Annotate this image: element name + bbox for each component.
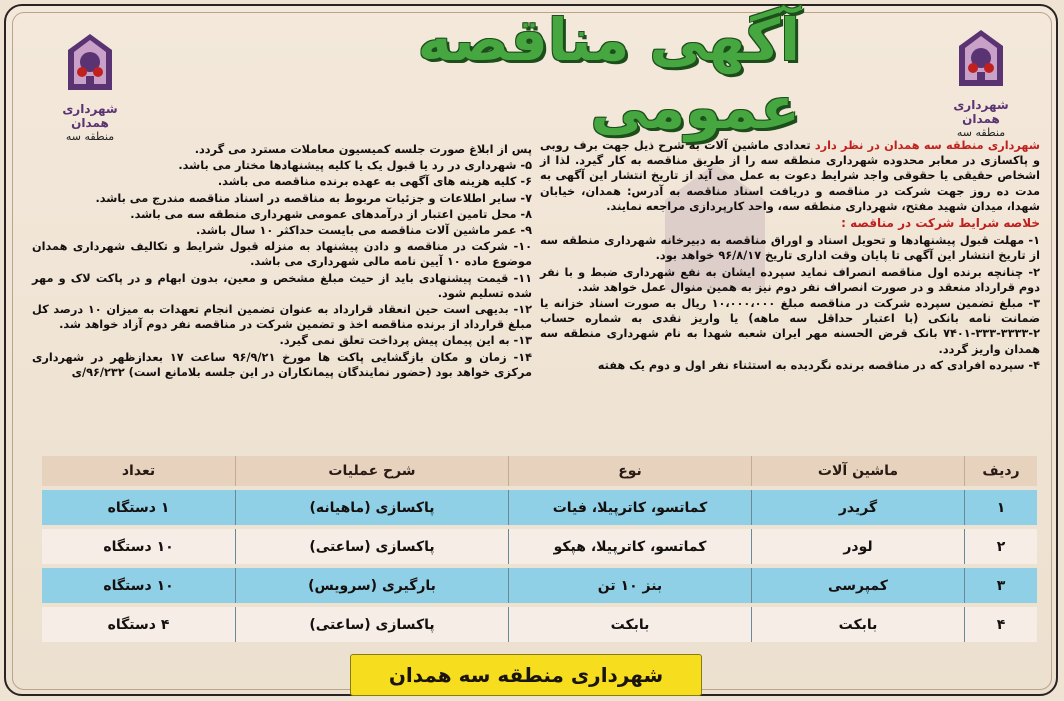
table-header-row — [42, 456, 1037, 486]
cell-type: بابکت — [508, 607, 751, 642]
machinery-table — [42, 452, 1037, 646]
logo-sub: منطقه سه — [65, 130, 115, 143]
cell-operation: بارگیری (سرویس) — [235, 568, 508, 603]
condition-item: ۸- محل تامین اعتبار از درآمدهای عمومی شهرداری منطقه سه می باشد. — [130, 207, 532, 221]
cell-operation: پاکسازی (ساعتی) — [235, 607, 508, 642]
intro-lead: شهرداری منطقه سه همدان در نظر دارد — [814, 139, 1040, 152]
condition-item: ۶- کلیه هزینه های آگهی به عهده برنده مناقصه می باشد. — [217, 175, 532, 189]
condition-item: ۷- سایر اطلاعات و جزئیات مربوط به مناقصه در اسناد مناقصه مندرج می باشد. — [95, 191, 532, 205]
condition-item: ۹- عمر ماشین آلات مناقصه می بایست حداکثر ۱۰ سال باشد. — [196, 224, 532, 238]
cell-count: ۱۰ دستگاه — [103, 538, 174, 555]
conditions-column — [32, 142, 532, 381]
header-operation: شرح عملیات — [235, 456, 508, 486]
cell-operation: پاکسازی (ساعتی) — [235, 529, 508, 564]
condition-item: ۳- مبلغ تضمین سپرده شرکت در مناقصه مبلغ ۱۰،۰۰۰،۰۰۰ ریال به صورت اسناد خزانه یا ضمانت نامه بانکی (با اعتبار حداقل سه ماهه) یا واریز نقدی به شماره حساب ۲-۳۳۳۳-۳۳۳-۷۴۰۱ بانک قرض الحسنه مهر ایران شعبه شهدا به نام شهرداری منطقه سه همدان واریز گردد. — [540, 297, 1040, 356]
logo-name: شهرداری همدان — [953, 98, 1009, 126]
municipality-logo-right — [936, 28, 1026, 139]
intro-column — [540, 138, 1040, 374]
cell-row-number: ۴ — [964, 607, 1037, 642]
condition-item: ۵- شهرداری در رد یا قبول یک یا کلیه پیشنهادها مختار می باشد. — [178, 159, 532, 173]
cell-machine: کمپرسی — [751, 568, 964, 603]
condition-item: ۱- مهلت قبول پیشنهادها و تحویل اسناد و اوراق مناقصه به دبیرخانه شهرداری منطقه سه از تاریخ انتشار این آگهی تا پایان وقت اداری تاریخ ۹۶/۸/۱۷ خواهد بود. — [540, 234, 1040, 263]
notice-title: آگهی مناقصه عمومی — [417, 6, 800, 142]
header-count: تعداد — [121, 463, 156, 479]
cell-machine: لودر — [751, 529, 964, 564]
table-row — [42, 568, 1037, 603]
footer-banner: شهرداری منطقه سه همدان — [350, 654, 702, 696]
intro-paragraph — [540, 138, 1040, 214]
cell-machine: گریدر — [751, 490, 964, 525]
conditions-title: خلاصه شرایط شرکت در مناقصه : — [841, 216, 1040, 231]
table-row — [42, 529, 1037, 564]
cell-count: ۱ دستگاه — [107, 499, 170, 516]
cell-machine: بابکت — [751, 607, 964, 642]
cell-count: ۴ دستگاه — [107, 616, 170, 633]
condition-item: ۱۰- شرکت در مناقصه و دادن پیشنهاد به منزله قبول شرایط و تکالیف شهرداری همدان موضوع ماده ۱۰ آیین نامه مالی شهرداری می باشد. — [32, 240, 532, 269]
header-machine: ماشین آلات — [751, 456, 964, 486]
condition-item: پس از ابلاغ صورت جلسه کمیسیون معاملات مسترد می گردد. — [194, 143, 532, 156]
cell-row-number: ۲ — [964, 529, 1037, 564]
table-row — [42, 607, 1037, 642]
cell-type: کماتسو، کاترپیلا، فیات — [508, 490, 751, 525]
logo-sub: منطقه سه — [956, 126, 1006, 139]
municipality-logo-left — [45, 32, 135, 143]
emblem-icon — [953, 28, 1009, 98]
cell-type: بنز ۱۰ تن — [508, 568, 751, 603]
condition-item: ۱۳- به این پیمان پیش پرداخت تعلق نمی گیرد. — [279, 334, 532, 348]
intro-body: تعدادی ماشین آلات به شرح ذیل جهت برف روبی و پاکسازی در معابر محدوده شهرداری منطقه سه را از طریق مناقصه به کار گیرد. لذا از اشخاص حقیقی یا حقوقی واجد شرایط دعوت به عمل می آید از تاریخ انتشار این آگهی به مدت ده روز جهت شرکت در مناقصه و دریافت اسناد مناقصه به آدرس: همدان، خیابان شهدا، میدان شهید مفتح، شهرداری منطقه سه، واحد کارپردازی مراجعه نمایند. — [540, 139, 1040, 213]
cell-type: کماتسو، کاترپیلا، هپکو — [508, 529, 751, 564]
condition-item: ۲- چنانچه برنده اول مناقصه انصراف نماید سپرده ایشان به نفع شهرداری ضبط و با نفر دوم قرارداد منعقد و در صورت انصراف نفر دوم نیز به همین منوال عمل خواهد شد. — [540, 265, 1040, 294]
header-row-number: ردیف — [964, 456, 1037, 486]
logo-name: شهرداری همدان — [62, 102, 118, 130]
cell-row-number: ۳ — [964, 568, 1037, 603]
emblem-icon — [62, 32, 118, 102]
cell-operation: پاکسازی (ماهیانه) — [235, 490, 508, 525]
condition-item: ۴- سپرده افرادی که در مناقصه برنده نگردیده به استثناء نفر اول و دوم یک هفته — [597, 358, 1040, 372]
header-type: نوع — [508, 456, 751, 486]
cell-count: ۱۰ دستگاه — [103, 577, 174, 594]
table-row — [42, 490, 1037, 525]
condition-item: ۱۲- بدیهی است حین انعقاد قرارداد به عنوان تضمین انجام تعهدات به میزان ۱۰ درصد کل مبلغ قرارداد از برنده مناقصه اخذ و تضمین شرکت در مناقصه نفر دوم آزاد خواهد شد. — [32, 303, 532, 332]
cell-row-number: ۱ — [964, 490, 1037, 525]
condition-item: ۱۴- زمان و مکان بازگشایی پاکت ها مورخ ۹۶/۹/۲۱ ساعت ۱۷ بعدازظهر در شهرداری مرکزی خواهد بود (حضور نمایندگان پیمانکاران در این جلسه بلامانع است) ۹۶/۲۳۲/ی — [32, 350, 533, 379]
condition-item: ۱۱- قیمت پیشنهادی باید از حیث مبلغ مشخص و معین، بدون ابهام و در پاکت لاک و مهر شده تسلیم شود. — [32, 271, 532, 300]
